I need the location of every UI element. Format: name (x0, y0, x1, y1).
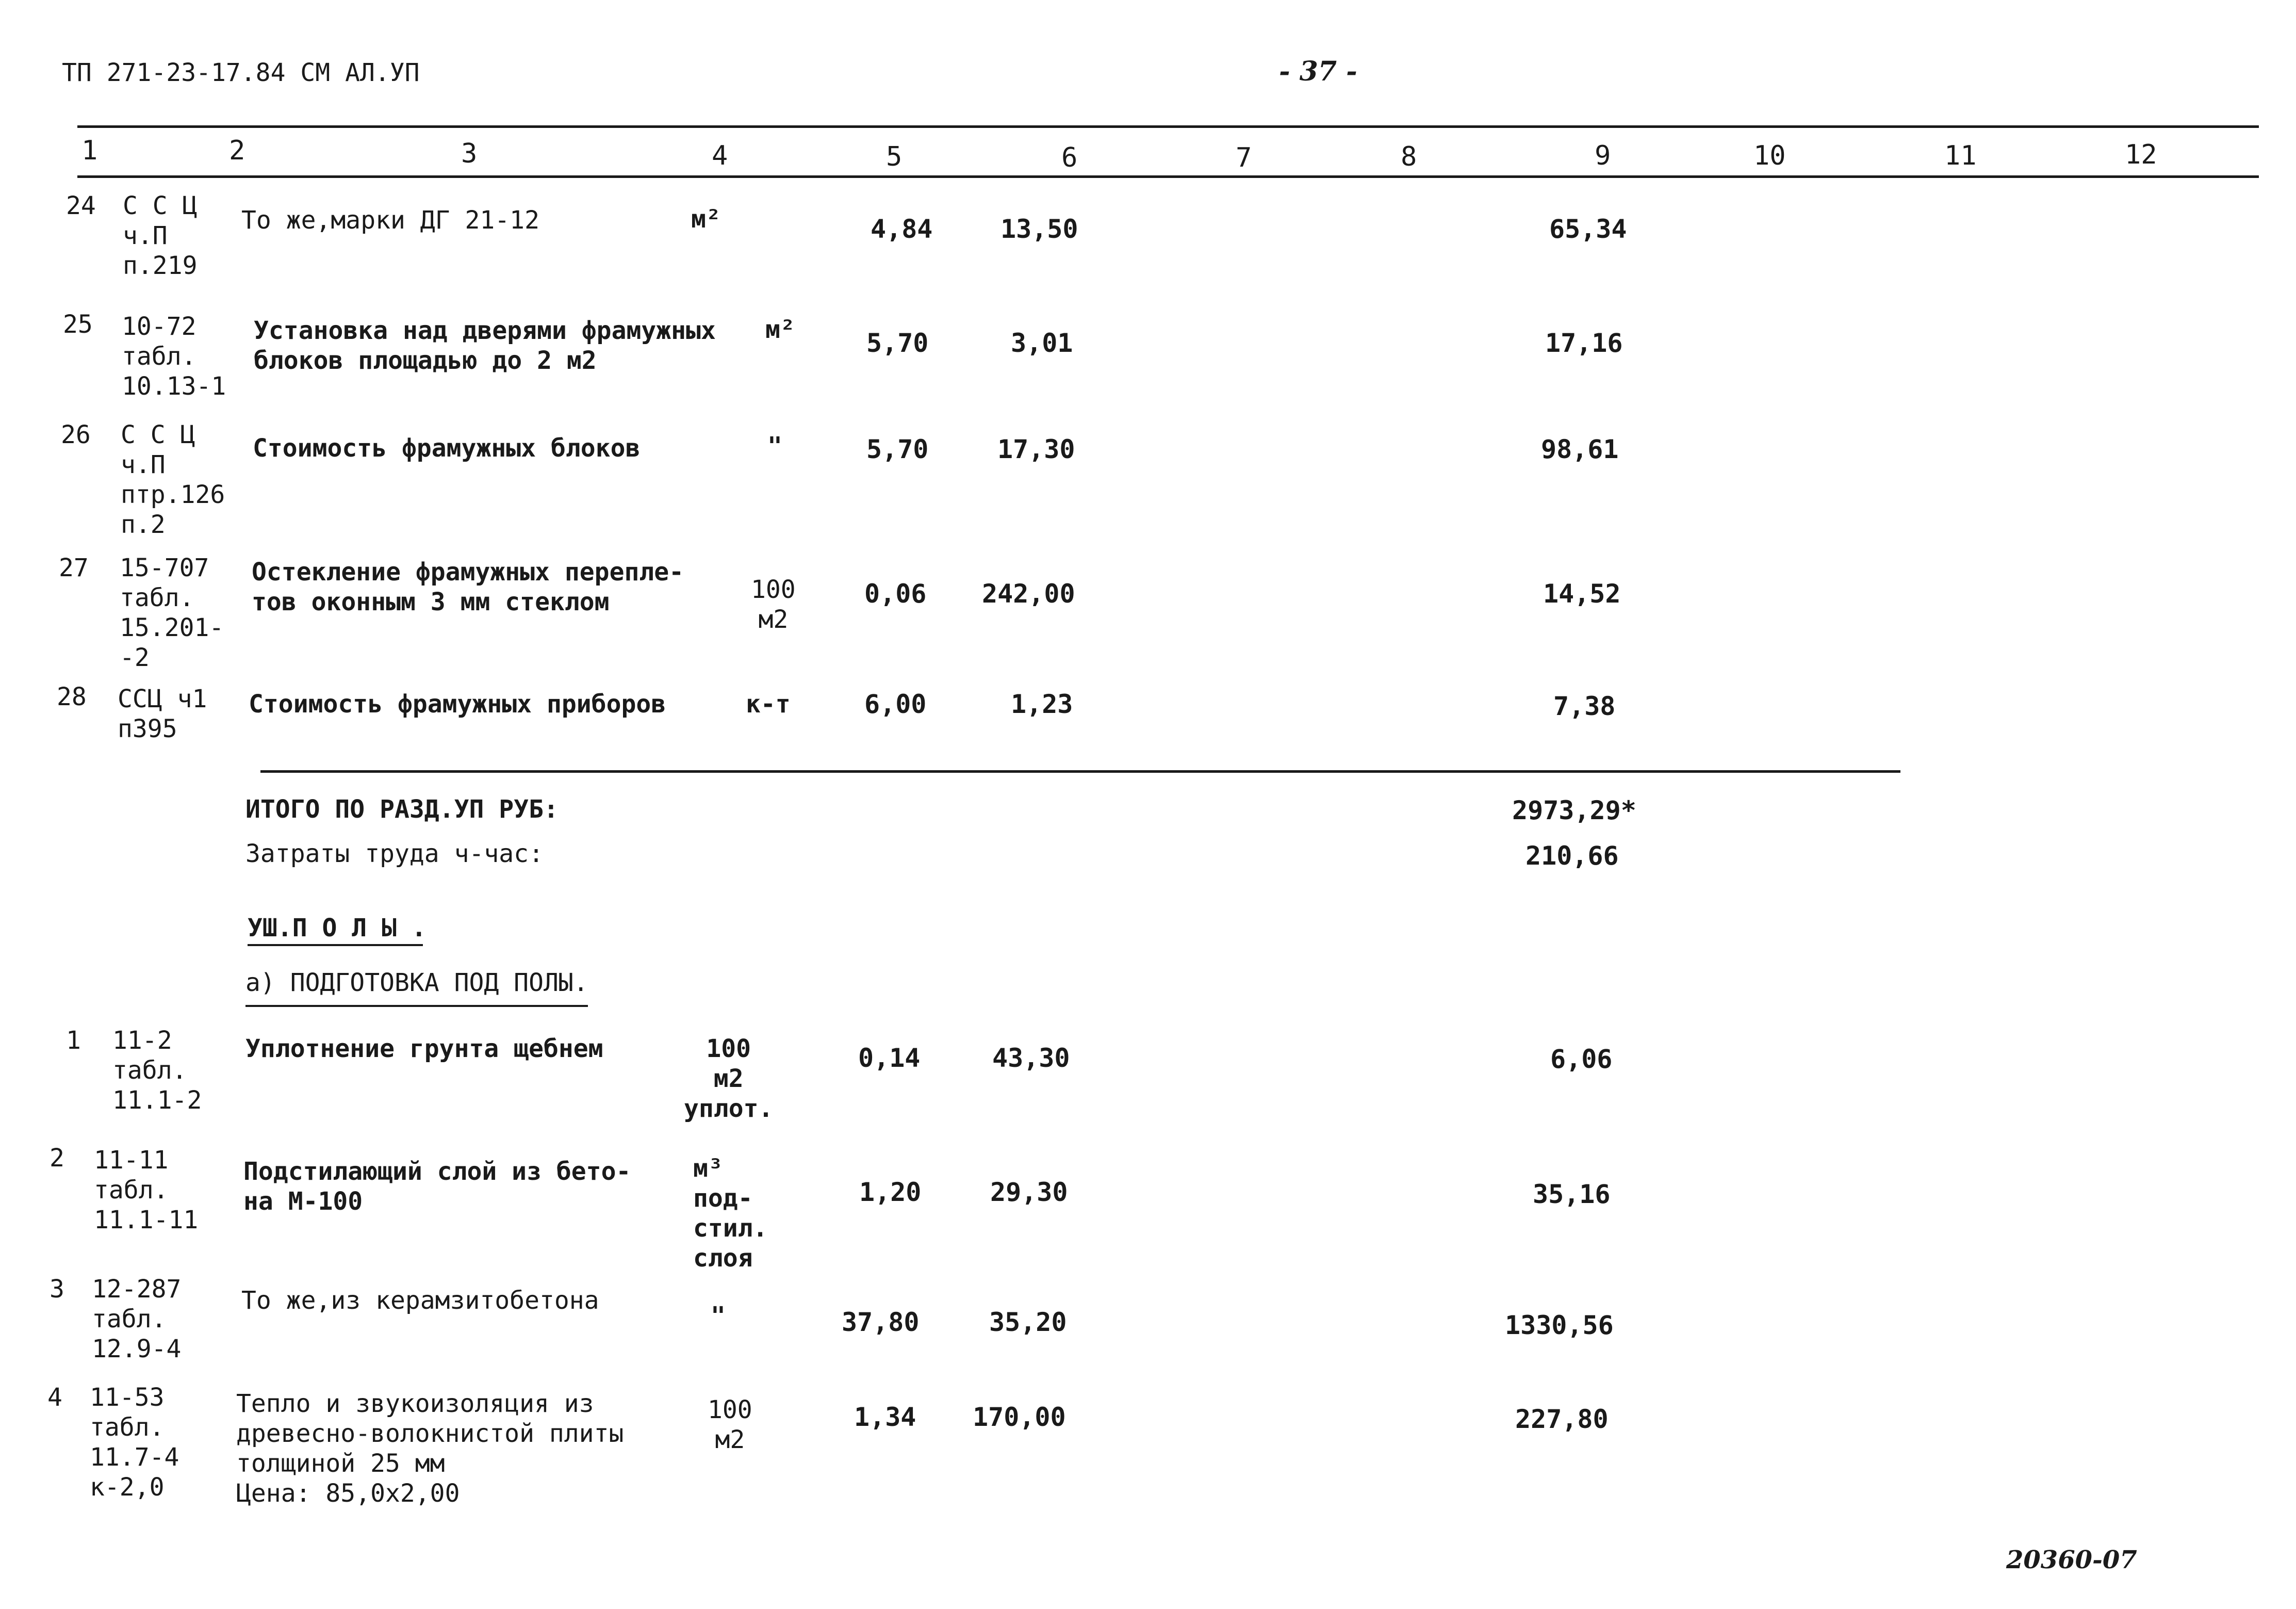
row-reference: С С Ц ч.П птр.126 п.2 (121, 420, 225, 539)
table-top-rule (77, 125, 2259, 128)
row-quantity: 6,00 (864, 689, 927, 719)
row-description: Уплотнение грунта щебнем (245, 1034, 603, 1063)
row-reference: 10-72 табл. 10.13-1 (122, 312, 226, 401)
row-unit-price: 29,30 (990, 1177, 1068, 1207)
column-number: 7 (1236, 142, 1252, 173)
row-unit-price: 170,00 (973, 1402, 1066, 1432)
column-number: 11 (1944, 140, 1977, 171)
column-number: 8 (1401, 141, 1417, 172)
row-quantity: 0,14 (858, 1043, 921, 1073)
row-unit: к-т (746, 690, 791, 719)
row-number: 26 (61, 420, 91, 449)
row-total: 65,34 (1549, 214, 1627, 244)
row-quantity: 5,70 (866, 434, 929, 464)
row-reference: С С Ц ч.П п.219 (123, 191, 198, 280)
row-quantity: 37,80 (842, 1307, 920, 1337)
row-reference: 11-11 табл. 11.1-11 (94, 1146, 199, 1234)
row-unit: " (767, 432, 782, 461)
row-reference: 12-287 табл. 12.9-4 (92, 1275, 182, 1363)
column-number: 4 (712, 140, 728, 171)
row-total: 98,61 (1541, 434, 1619, 464)
row-unit: 100 м2 (751, 575, 796, 634)
row-number: 24 (66, 191, 96, 220)
row-unit: м² (765, 315, 795, 344)
row-description: Тепло и звукоизоляция из древесно-волокнистой плиты толщиной 25 мм Цена: 85,0х2,00 (236, 1389, 624, 1508)
row-description: Установка над дверями фрамужных блоков площадью до 2 м2 (254, 316, 716, 375)
row-unit-price: 43,30 (992, 1043, 1070, 1073)
row-unit: м² (691, 205, 721, 234)
row-reference: 15-707 табл. 15.201- -2 (120, 554, 224, 672)
column-number: 2 (229, 135, 245, 166)
row-number: 3 (50, 1275, 64, 1304)
row-number: 28 (57, 682, 87, 711)
row-unit: 100 м2 уплот. (684, 1034, 774, 1123)
row-total: 1330,56 (1505, 1310, 1614, 1340)
labor-label: Затраты труда ч-час: (245, 839, 544, 868)
row-unit-price: 3,01 (1011, 328, 1073, 358)
row-quantity: 1,20 (859, 1177, 922, 1207)
row-number: 1 (66, 1026, 81, 1055)
section-title-underline (248, 944, 423, 946)
row-quantity: 1,34 (854, 1402, 916, 1432)
row-description: Стоимость фрамужных приборов (249, 690, 666, 719)
column-number: 5 (886, 141, 903, 172)
total-label: ИТОГО ПО РАЗД.УП РУБ: (245, 795, 559, 824)
row-unit: " (711, 1302, 726, 1330)
row-total: 14,52 (1543, 579, 1621, 609)
row-quantity: 5,70 (866, 328, 929, 358)
row-description: То же,марки ДГ 21-12 (241, 206, 539, 235)
column-number: 1 (81, 135, 98, 166)
row-number: 27 (59, 554, 89, 582)
row-unit-price: 13,50 (1001, 214, 1078, 244)
row-number: 4 (47, 1383, 62, 1412)
row-quantity: 0,06 (864, 579, 927, 609)
row-total: 35,16 (1533, 1179, 1611, 1209)
page-number: - 37 - (1279, 56, 1357, 87)
column-number: 9 (1595, 140, 1611, 171)
column-number: 10 (1753, 140, 1786, 171)
row-unit-price: 1,23 (1011, 689, 1073, 719)
section-title: УШ.П О Л Ы . (248, 914, 427, 942)
row-reference: 11-53 табл. 11.7-4 к-2,0 (90, 1383, 179, 1502)
row-unit-price: 35,20 (989, 1307, 1067, 1337)
row-unit-price: 17,30 (997, 434, 1075, 464)
section-subtitle: а) ПОДГОТОВКА ПОД ПОЛЫ. (245, 968, 588, 997)
column-number: 3 (461, 138, 478, 169)
row-total: 6,06 (1550, 1044, 1613, 1074)
row-total: 17,16 (1545, 328, 1623, 358)
row-reference: ССЦ ч1 п395 (118, 685, 207, 743)
row-description: Стоимость фрамужных блоков (253, 434, 641, 463)
column-number: 6 (1061, 142, 1078, 173)
row-total: 7,38 (1553, 691, 1616, 721)
column-number: 12 (2125, 139, 2157, 170)
row-description: Остекление фрамужных перепле- тов оконным 3 мм стеклом (252, 558, 684, 616)
row-unit: 100 м2 (708, 1395, 752, 1454)
document-code: ТП 271-23-17.84 СМ АЛ.УП (62, 58, 420, 87)
row-unit-price: 242,00 (982, 579, 1075, 609)
document-stamp: 20360-07 (2006, 1546, 2137, 1574)
section-subtitle-underline (245, 1005, 588, 1007)
row-description: Подстилающий слой из бето- на М-100 (243, 1157, 631, 1216)
row-total: 227,80 (1515, 1404, 1609, 1434)
row-number: 2 (50, 1144, 64, 1173)
row-description: То же,из керамзитобетона (241, 1286, 599, 1315)
total-value: 2973,29* (1512, 795, 1636, 825)
table-header-rule (77, 175, 2259, 178)
row-quantity: 4,84 (871, 214, 933, 244)
section-divider (260, 770, 1900, 773)
row-unit: м³ под- стил. слоя (693, 1154, 768, 1273)
row-reference: 11-2 табл. 11.1-2 (112, 1026, 202, 1115)
labor-value: 210,66 (1526, 841, 1619, 871)
row-number: 25 (63, 310, 93, 339)
